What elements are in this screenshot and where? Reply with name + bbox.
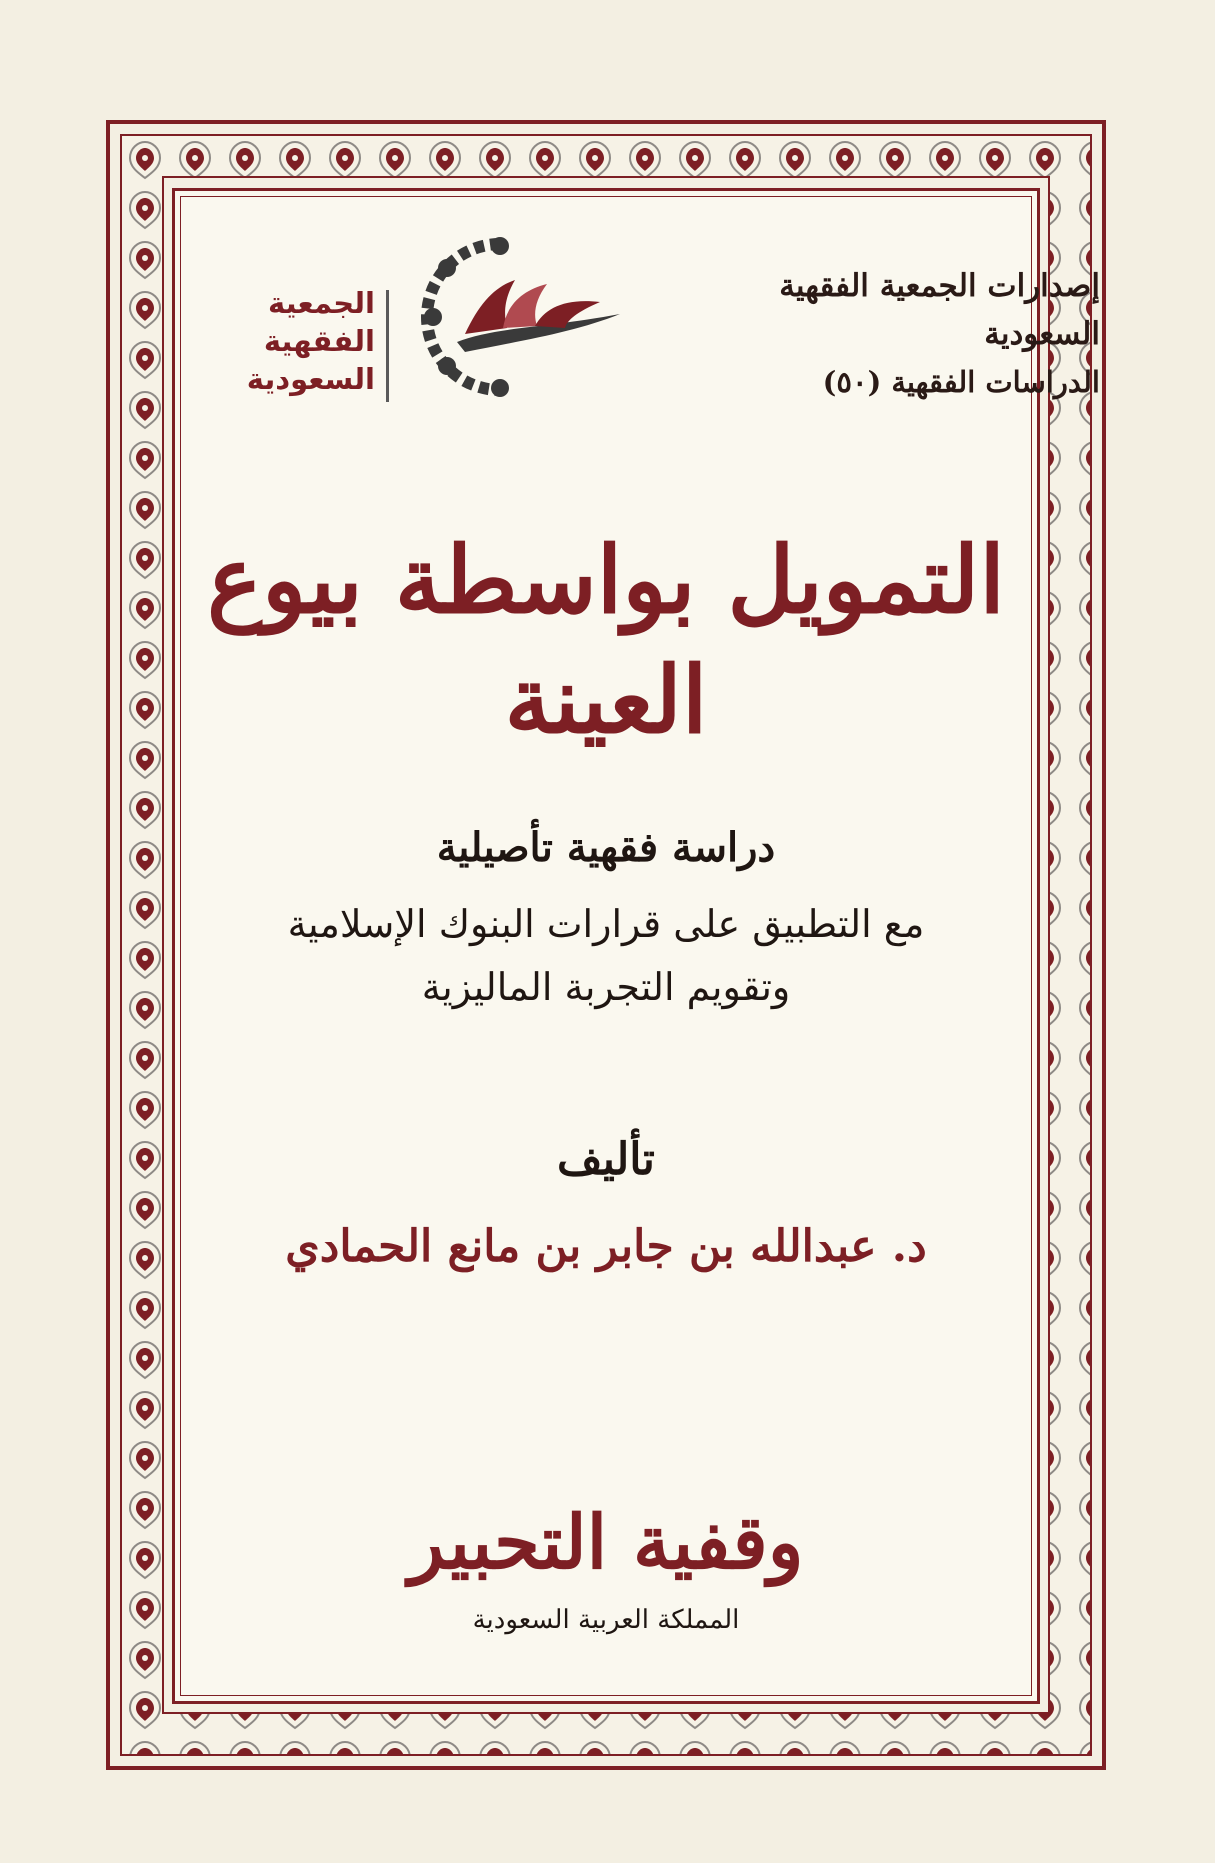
publisher-name: وقفية التحبير [408,1500,804,1586]
book-title: التمويل بواسطة بيوع العينة [207,526,1005,754]
subtitle-line-2: مع التطبيق على قرارات البنوك الإسلامية [287,902,925,946]
book-emblem-icon [395,232,625,402]
publisher-country: المملكة العربية السعودية [472,1605,740,1635]
society-logo [210,232,630,402]
logo-line-2: الفقهية [263,324,375,358]
logo-text [210,284,375,398]
series-info [680,262,1100,406]
logo-line-3: السعودية [246,362,375,396]
series-line-1: إصدارات الجمعية الفقهية السعودية [779,268,1100,352]
series-line-2: الدراسات الفقهية (٥٠) [822,365,1100,399]
subtitle-line-3: وتقويم التجربة الماليزية [421,965,791,1009]
author-name: د. عبدالله بن جابر بن مانع الحمادي [285,1221,927,1272]
logo-divider [386,290,389,402]
authorship-label: تأليف [557,1134,655,1185]
logo-line-1: الجمعية [268,286,375,320]
subtitle-line-1: دراسة فقهية تأصيلية [436,824,776,871]
